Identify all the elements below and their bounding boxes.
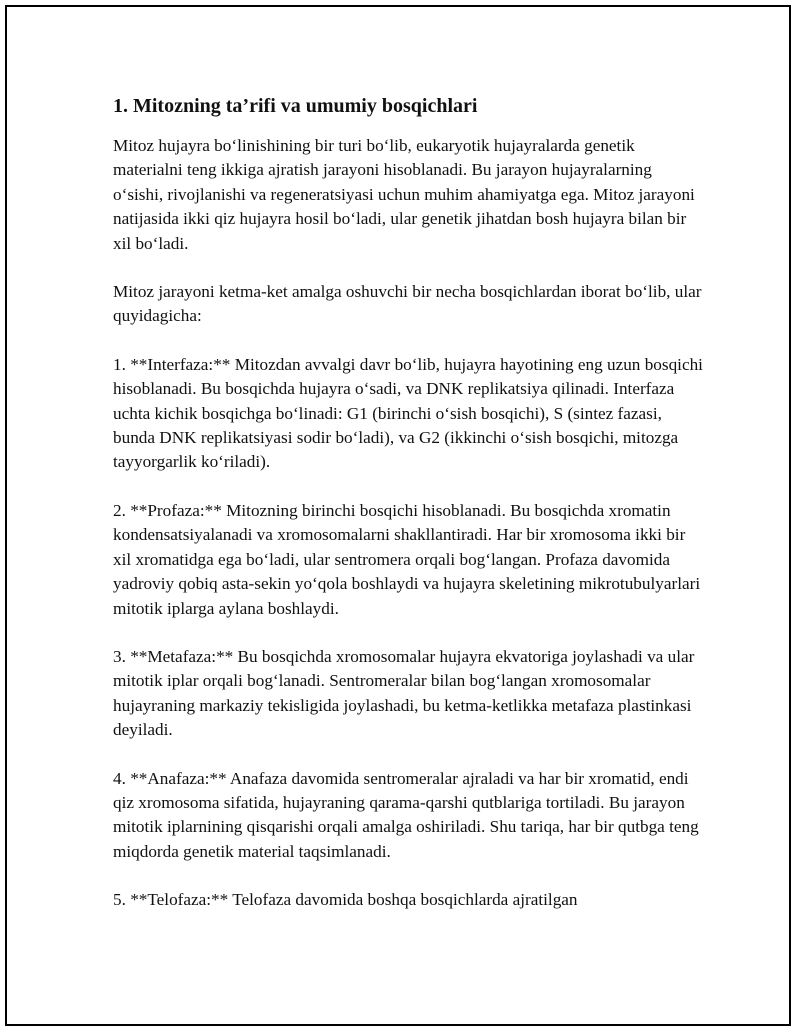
document-title: 1. Mitozning ta’rifi va umumiy bosqichlari — [113, 95, 478, 117]
paragraph-stages-intro: Mitoz jarayoni ketma-ket amalga oshuvchi bir necha bosqichlardan iborat bo‘lib, ular quyidagicha: — [113, 282, 702, 326]
paragraph-intro: Mitoz hujayra bo‘linishining bir turi bo‘lib, eukaryotik hujayralarda genetik materialni teng ikkiga ajratish jarayoni hisoblanadi. Bu jarayon hujayralarning o‘sishi, rivojlanishi va regeneratsiyasi uchun muhim ahamiyatga ega. Mitoz jarayoni natijasida ikki qiz hujayra hosil bo‘ladi, ular genetik jihatdan bosh hujayra bilan bir xil bo‘ladi. — [113, 136, 695, 253]
paragraph-telofaza: 5. **Telofaza:** Telofaza davomida boshqa bosqichlarda ajratilgan — [113, 890, 578, 910]
paragraph-anafaza: 4. **Anafaza:** Anafaza davomida sentromeralar ajraladi va har bir xromatid, endi qiz xromosoma sifatida, hujayraning qarama-qarshi qutblariga tortiladi. Bu jarayon mitotik iplarnining qisqarishi orqali amalga oshiriladi. Shu tariqa, har bir qutbga teng miqdorda genetik material taqsimlanadi. — [113, 768, 699, 861]
paragraph-profaza: 2. **Profaza:** Mitozning birinchi bosqichi hisoblanadi. Bu bosqichda xromatin kondensatsiyalanadi va xromosomalarni shakllantiradi. Har bir xromosoma ikki bir xil xromatidga ega bo‘ladi, ular sentromera orqali bog‘langan. Profaza davomida yadroviy qobiq asta-sekin yo‘qola boshlaydi va hujayra skeletining mikrotubulyarlari mitotik iplarga aylana boshlaydi. — [113, 500, 701, 618]
paragraph-interfaza: 1. **Interfaza:** Mitozdan avvalgi davr bo‘lib, hujayra hayotining eng uzun bosqichi hisoblanadi. Bu bosqichda hujayra o‘sadi, va DNK replikatsiya qilinadi. Interfaza uchta kichik bosqichga bo‘linadi: G1 (birinchi o‘sish bosqichi), S (sintez fazasi, bunda DNK replikatsiyasi sodir bo‘ladi), va G2 (ikkinchi o‘sish bosqichi, mitozga tayyorgarlik ko‘riladi). — [113, 354, 703, 472]
document-body — [113, 92, 703, 937]
paragraph-metafaza: 3. **Metafaza:** Bu bosqichda xromosomalar hujayra ekvatoriga joylashadi va ular mitotik iplar orqali bog‘lanadi. Sentromeralar bilan bog‘langan xromosomalar hujayraning markaziy tekisligida joylashadi, bu ketma-ketlikka metafaza plastinkasi deyiladi. — [113, 646, 695, 740]
